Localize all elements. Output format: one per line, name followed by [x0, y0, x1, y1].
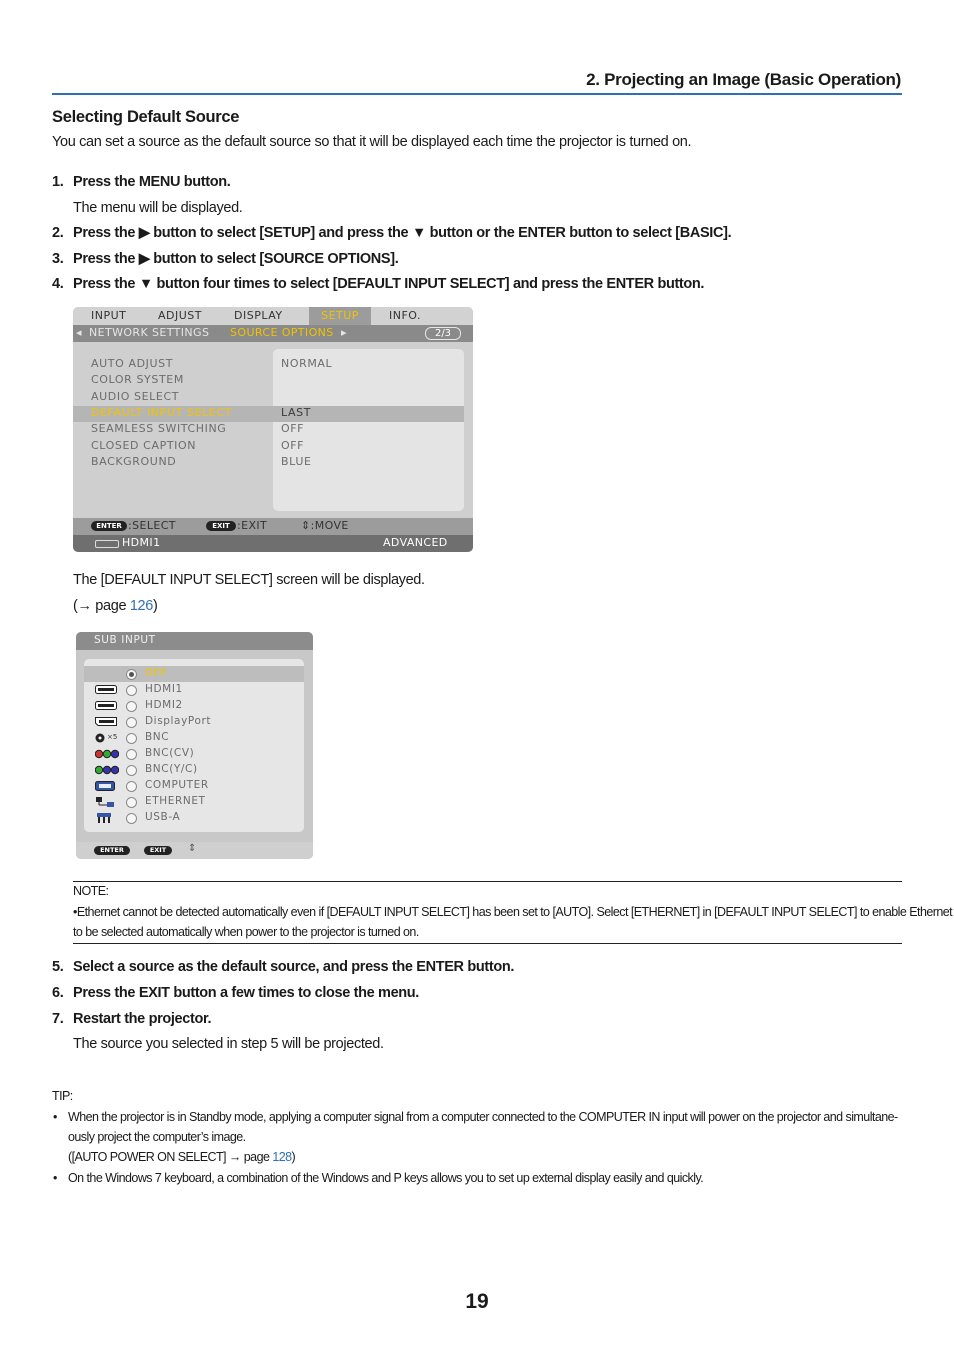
tip-ref-prefix: ([AUTO POWER ON SELECT] → page: [68, 1150, 273, 1164]
osd-help-bar: [73, 518, 473, 535]
sub-input-option: [84, 746, 304, 762]
radio-icon: [126, 749, 137, 760]
osd-crumb-network: NETWORK SETTINGS: [89, 326, 210, 339]
osd-right-arrow-icon: ▸: [341, 326, 347, 339]
osd-enter-key-icon: ENTER: [91, 521, 127, 531]
osd-result-text: The [DEFAULT INPUT SELECT] screen will be displayed.: [73, 572, 425, 588]
radio-icon: [126, 781, 137, 792]
osd-move-hint: ⇕:MOVE: [301, 519, 349, 532]
page-ref-suffix: ): [153, 598, 158, 614]
bullet-icon: •: [53, 1110, 57, 1124]
step-number: 5.: [52, 959, 64, 975]
note-bottom-rule: [73, 943, 902, 944]
osd-status-input: HDMI1: [122, 536, 161, 549]
osd-item-value: OFF: [281, 422, 305, 435]
step-1-result: [0, 200, 954, 220]
osd-tab-display: DISPLAY: [234, 309, 283, 322]
section-intro: You can set a source as the default source so that it will be displayed each time the projector is turned on.: [52, 134, 692, 150]
note-heading: NOTE:: [73, 884, 109, 898]
sub-input-option: [84, 682, 304, 698]
step-4: [0, 276, 954, 296]
step-number: 4.: [52, 276, 64, 292]
step-1: [0, 174, 954, 194]
sub-input-option: [84, 666, 304, 682]
step-text: Press the ▶ button to select [SOURCE OPTIONS].: [73, 251, 399, 267]
sub-input-option: [84, 794, 304, 810]
hdmi-port-icon: [95, 540, 119, 548]
osd-item-value: OFF: [281, 439, 305, 452]
step-number: 3.: [52, 251, 64, 267]
step-5: [0, 959, 954, 979]
radio-icon: [126, 765, 137, 776]
osd-exit-key-icon: EXIT: [206, 521, 236, 531]
option-label: BNC(CV): [145, 747, 195, 759]
step-2: [0, 225, 954, 245]
hdmi-icon: [95, 701, 117, 710]
bnc-count-badge: ×5: [107, 733, 118, 741]
tip-bullet1-line1: When the projector is in Standby mode, applying a computer signal from a computer connected to the COMPUTER IN input will power on the projector and simultane-: [68, 1110, 898, 1124]
sub-input-option: [84, 762, 304, 778]
hdmi-icon: [95, 685, 117, 694]
osd-select-hint: :SELECT: [128, 519, 176, 532]
step-text: Restart the projector.: [73, 1011, 212, 1027]
osd-item-label: CLOSED CAPTION: [91, 439, 197, 452]
page-ref-link[interactable]: 126: [129, 598, 153, 614]
step-text: Press the MENU button.: [73, 174, 231, 190]
displayport-icon: [95, 717, 117, 726]
option-label: OFF: [145, 667, 168, 679]
osd-status-bar: [73, 535, 473, 552]
tip-ref-suffix: ): [291, 1150, 296, 1164]
step-7-result: [0, 1036, 954, 1056]
osd-breadcrumb: [73, 325, 473, 342]
header-rule: [52, 93, 902, 95]
osd-item-label: SEAMLESS SWITCHING: [91, 422, 227, 435]
osd-crumb-source-options: SOURCE OPTIONS: [230, 326, 334, 339]
chapter-title: 2. Projecting an Image (Basic Operation): [586, 70, 901, 89]
bnc-icon: [95, 733, 107, 743]
osd-tab-bar: [73, 307, 473, 325]
step-text: The menu will be displayed.: [73, 200, 243, 216]
option-label: HDMI2: [145, 699, 183, 711]
step-text: Select a source as the default source, and press the ENTER button.: [73, 959, 515, 975]
option-label: USB-A: [145, 811, 181, 823]
step-number: 6.: [52, 985, 64, 1001]
note-text-line1: •Ethernet cannot be detected automatically even if [DEFAULT INPUT SELECT] has been set to [AUTO]. Select [ETHERNET] in [DEFAULT INPUT SELECT] to enable Ethernet: [73, 905, 953, 919]
osd-setup-menu: [73, 307, 473, 552]
step-number: 2.: [52, 225, 64, 241]
option-label: ETHERNET: [145, 795, 206, 807]
osd-tab-setup: SETUP: [309, 307, 371, 325]
option-label: BNC: [145, 731, 170, 743]
osd-item-label: COLOR SYSTEM: [91, 373, 184, 386]
osd-item-label: DEFAULT INPUT SELECT: [91, 406, 232, 419]
osd-tab-input: INPUT: [91, 309, 127, 322]
radio-icon: [126, 701, 137, 712]
usb-a-icon: [95, 813, 113, 823]
sub-input-option: [84, 698, 304, 714]
osd-item-label: AUDIO SELECT: [91, 390, 180, 403]
step-number: 1.: [52, 174, 64, 190]
sub-input-title: SUB INPUT: [94, 634, 156, 646]
option-label: COMPUTER: [145, 779, 209, 791]
ethernet-icon: [95, 797, 115, 807]
osd-tab-adjust: ADJUST: [158, 309, 202, 322]
tip-bullet1-line2: ously project the computer’s image.: [68, 1130, 246, 1144]
tip-bullet2: On the Windows 7 keyboard, a combination of the Windows and P keys allows you to set up external display easily and quickly.: [68, 1171, 704, 1185]
bnc-cv-icon: [95, 749, 119, 759]
osd-exit-hint: :EXIT: [237, 519, 268, 532]
radio-icon: [126, 669, 137, 680]
osd-item-label: BACKGROUND: [91, 455, 177, 468]
exit-key-icon: EXIT: [144, 846, 172, 855]
osd-item-value: LAST: [281, 406, 312, 419]
step-7: [0, 1011, 954, 1031]
tip-ref-link[interactable]: 128: [272, 1150, 292, 1164]
radio-icon: [126, 813, 137, 824]
sub-input-help-bar: [76, 842, 313, 859]
section-heading: Selecting Default Source: [52, 108, 240, 126]
osd-status-mode: ADVANCED: [383, 536, 448, 549]
osd-item-value: NORMAL: [281, 357, 333, 370]
option-label: HDMI1: [145, 683, 183, 695]
radio-icon: [126, 733, 137, 744]
osd-item-label: AUTO ADJUST: [91, 357, 174, 370]
radio-icon: [126, 797, 137, 808]
step-text: Press the ▼ button four times to select [DEFAULT INPUT SELECT] and press the ENTER button.: [73, 276, 705, 292]
osd-left-arrow-icon: ◂: [76, 326, 82, 339]
osd-page-indicator: 2/3: [425, 327, 461, 340]
sub-input-option: [84, 714, 304, 730]
step-number: 7.: [52, 1011, 64, 1027]
page-number: 19: [465, 1290, 489, 1313]
tip-heading: TIP:: [52, 1089, 73, 1103]
note-top-rule: [73, 881, 902, 882]
tip-bullet1-reference: [68, 1150, 295, 1164]
step-text: Press the EXIT button a few times to close the menu.: [73, 985, 419, 1001]
sub-input-dialog: [76, 632, 313, 859]
sub-input-title-bar: [76, 632, 313, 650]
radio-icon: [126, 717, 137, 728]
step-3: [0, 251, 954, 271]
osd-tab-info: INFO.: [389, 309, 422, 322]
note-text-line2: to be selected automatically when power to the projector is turned on.: [73, 925, 419, 939]
bnc-yc-icon: [95, 765, 119, 775]
bullet-icon: •: [53, 1171, 57, 1185]
enter-key-icon: ENTER: [94, 846, 130, 855]
step-text: Press the ▶ button to select [SETUP] and press the ▼ button or the ENTER button to select [BASIC].: [73, 225, 732, 241]
osd-item-value: BLUE: [281, 455, 312, 468]
step-text: The source you selected in step 5 will be projected.: [73, 1036, 384, 1052]
page-reference: [73, 598, 157, 614]
option-label: DisplayPort: [145, 715, 212, 727]
up-down-arrow-icon: ⇕: [188, 843, 197, 854]
page-ref-prefix: (→ page: [73, 598, 130, 614]
computer-vga-icon: [95, 781, 115, 791]
sub-input-option: [84, 810, 304, 826]
step-6: [0, 985, 954, 1005]
sub-input-option: [84, 730, 304, 746]
option-label: BNC(Y/C): [145, 763, 198, 775]
radio-icon: [126, 685, 137, 696]
sub-input-option: [84, 778, 304, 794]
